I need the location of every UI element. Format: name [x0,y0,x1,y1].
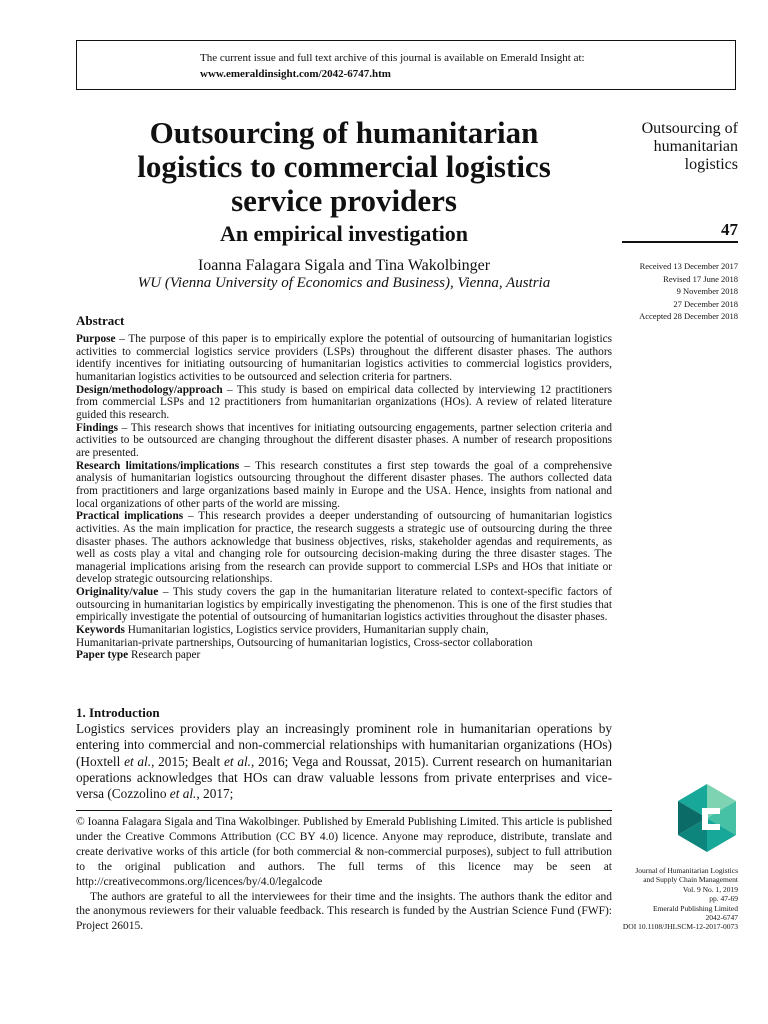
intro-text-1: Logistics services providers play an increasingly prominent role in humanitarian operations by entering into commercial and non-commercial relationships with humanitarian organizations (HOs) (Hoxtell [76,721,612,769]
intro-text-4: , 2017; [196,786,234,802]
date-revised-3: 27 December 2018 [673,298,738,309]
purpose-label: Purpose [76,333,116,345]
intro-etal-2: et al. [223,753,251,769]
intro-etal-1: et al. [124,753,152,769]
date-revised-2: 9 November 2018 [676,286,738,296]
keywords-line-2: Humanitarian-private partnerships, Outsourcing of humanitarian logistics, Cross-sector collaboration [76,636,533,649]
journal-publisher: Emerald Publishing Limited [653,903,738,913]
abstract-limitations [76,460,612,511]
practical-label: Practical implications [76,510,184,523]
abstract-originality [76,586,612,624]
introduction-text [76,721,612,802]
limitations-label: Research limitations/implications [76,459,240,472]
journal-archive-box [76,40,736,90]
practical-text: – This research provides a deeper understanding of outsourcing of humanitarian logistics activities. As the main implication for practice, the research suggests a strategic use of outsourcing during the three disaster phases. The authors acknowledge that business objectives, risks, stakeholder agendas and requirements, as well as costs play a vital and changing role for outsourcing decision-making during the three disaster stages. The managerial implications arising from the research can provide support to commercial LSPs and HOs that initiate or develop strategic outsourcing relationships. [76,510,612,586]
paper-type-text: Research paper [128,649,201,662]
keywords-label: Keywords [76,624,125,637]
paper-type-label: Paper type [76,649,129,662]
originality-text: – This study covers the gap in the humanitarian literature related to context-specific factors of outsourcing in humanitarian logistics by empirically investigating the phenomenon. This is one of the first studies that empirically investigate the potential of outsourcing of humanitarian logistics activities throughout the disaster phases. [76,586,612,624]
abstract-paper-type [76,649,612,662]
abstract-body [76,333,612,662]
journal-issn: 2042-6747 [705,913,738,923]
keywords-line-1: Humanitarian logistics, Logistics service providers, Humanitarian supply chain, [124,624,489,637]
journal-info [618,866,738,932]
running-title-line-1: Outsourcing of [641,120,738,137]
abstract-practical [76,510,612,586]
journal-name-2: and Supply Chain Management [643,875,738,885]
introduction-heading: 1. Introduction [76,705,160,720]
journal-pages: pp. 47-69 [709,894,738,904]
abstract-findings [76,422,612,460]
date-revised-1: Revised 17 June 2018 [663,273,738,284]
date-received: Received 13 December 2017 [639,261,738,271]
acknowledgements: The authors are grateful to all the interviewees for their time and the insights. The authors thank the editor and the anonymous reviewers for their valuable feedback. This research is funded by the Austrian Science Fund (FWF): Project 26015. [76,890,612,933]
title-line-3: service providers [231,183,457,218]
running-title [618,120,738,174]
journal-volume: Vol. 9 No. 1, 2019 [682,884,738,894]
running-title-line-3: logistics [684,156,738,173]
date-accepted: Accepted 28 December 2018 [639,311,738,321]
abstract-keywords [76,624,612,649]
submission-dates [618,260,738,323]
page-number: 47 [721,220,738,239]
findings-label: Findings [76,421,119,434]
emerald-logo-icon [676,782,738,854]
archive-notice: The current issue and full text archive of this journal is available on Emerald Insight at: [200,52,585,64]
intro-etal-3: et al. [169,786,197,802]
design-label: Design/methodology/approach [76,383,223,396]
title-line-1: Outsourcing of humanitarian [149,115,539,150]
journal-doi[interactable]: DOI 10.1108/JHLSCM-12-2017-0073 [622,922,738,932]
page-number-rule [622,241,738,243]
footnote [76,815,612,934]
abstract-design [76,384,612,422]
purpose-text: – The purpose of this paper is to empirically explore the potential of outsourcing of humanitarian logistics activities to commercial logistics service providers (LSPs) throughout the different disaster phases. The authors identify incentives for initiating outsourcing of humanitarian logistics activities to commercial logistics providers, humanitarian logistics activities to be outsourced and selection criteria for partners. [76,333,612,383]
intro-text-2: , 2015; Bealt [151,753,224,769]
design-text: – This study is based on empirical data collected by interviewing 12 practitioners from commercial LSPs and 12 practitioners from humanitarian organizations (HOs). A review of related literature guided this research. [76,383,612,421]
article-title [76,116,612,218]
running-title-line-2: humanitarian [653,138,738,155]
author-affiliation: WU (Vienna University of Economics and Business), Vienna, Austria [137,275,551,291]
article-subtitle: An empirical investigation [219,221,469,246]
footnote-rule [76,810,612,811]
limitations-text: – This research constitutes a first step towards the goal of a comprehensive analysis of humanitarian logistics outsourcing throughout the different disaster phases. The authors collected data from practitioners and large organizations based mainly in Europe and the USA. Hence, insights from national and local organizations of other parts of the world are missing. [76,459,613,510]
intro-text-3: , 2016; Vega and Roussat, 2015). Current research on humanitarian operations acknowledges that HOs can draw valuable lessons from private enterprises and vice-versa (Cozzolino [76,753,612,802]
archive-url[interactable]: www.emeraldinsight.com/2042-6747.htm [200,68,391,80]
abstract-purpose [76,333,612,384]
abstract-heading: Abstract [76,313,125,328]
findings-text: – This research shows that incentives for initiating outsourcing engagements, partner selection criteria and activities to be outsourced are changing throughout the different disaster phases. A number of research propositions are presented. [76,421,612,459]
title-line-2: logistics to commercial logistics [137,149,551,184]
originality-label: Originality/value [76,586,159,599]
author-names: Ioanna Falagara Sigala and Tina Wakolbinger [197,257,491,274]
journal-name-1: Journal of Humanitarian Logistics [635,866,738,875]
copyright-notice: © Ioanna Falagara Sigala and Tina Wakolbinger. Published by Emerald Publishing Limited. This article is published under the Creative Commons Attribution (CC BY 4.0) licence. Anyone may reproduce, distribute, translate and create derivative works of this article (for both commercial & non-commercial purposes), subject to full attribution to the original publication and authors. The full terms of this licence may be seen at http://creativecommons.org/licences/by/4.0/legalcode [76,816,612,888]
